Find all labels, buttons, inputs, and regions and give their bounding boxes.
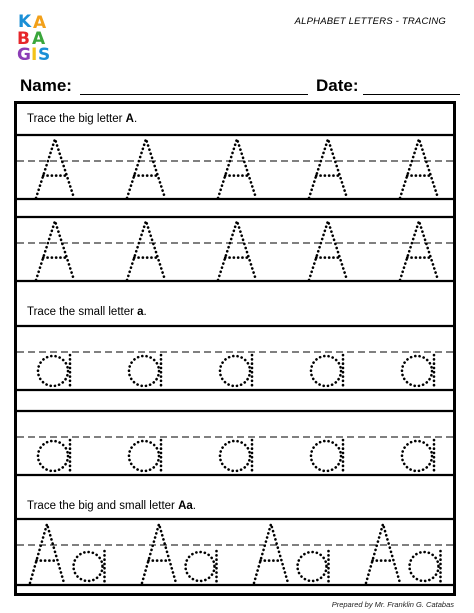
instruction-letter: a: [137, 306, 144, 318]
tracing-letter-big-a: [309, 139, 347, 198]
tracing-letter-big-a: [127, 221, 165, 280]
tracing-letter-big-a: [400, 139, 438, 198]
tracing-letter-small-a: [402, 355, 434, 387]
tracing-letter-small-a: [38, 440, 70, 472]
logo-letter-b: B: [17, 29, 30, 49]
tracing-row-small-2[interactable]: [17, 408, 453, 478]
instruction-letter: A: [125, 113, 134, 125]
logo-letter-s: S: [38, 45, 51, 65]
tracing-letter-small-a: [220, 355, 252, 387]
tracing-letter-small-a: [129, 355, 161, 387]
tracing-letter-small-a: [74, 551, 105, 582]
tracing-row-big-1[interactable]: [17, 132, 453, 202]
tracing-row-small-1[interactable]: [17, 323, 453, 393]
tracing-letter-small-a: [402, 440, 434, 472]
tracing-letter-small-a: [38, 355, 70, 387]
tracing-letter-small-a: [298, 551, 329, 582]
name-field[interactable]: [80, 94, 308, 95]
name-date-row: [20, 76, 460, 98]
tracing-letter-big-a: [366, 524, 400, 583]
instruction-big-letter: Trace the big letter A.: [27, 113, 138, 125]
logo-letter-a: A: [33, 13, 47, 33]
prepared-by-credit: Prepared by Mr. Franklin G. Catabas: [331, 600, 454, 609]
logo-letter-a2: A: [32, 29, 46, 49]
tracing-letter-small-a: [220, 440, 252, 472]
instruction-small-letter: Trace the small letter a.: [27, 306, 147, 318]
tracing-letter-small-a: [129, 440, 161, 472]
tracing-letter-big-a: [127, 139, 165, 198]
date-label: Date:: [316, 76, 359, 95]
name-label: Name:: [20, 76, 72, 95]
tracing-letter-big-a: [36, 139, 74, 198]
tracing-letter-big-a: [309, 221, 347, 280]
tracing-letter-big-a: [254, 524, 288, 583]
document-title: ALPHABET LETTERS - TRACING: [294, 16, 446, 27]
tracing-letter-small-a: [410, 551, 441, 582]
tracing-row-big-2[interactable]: [17, 214, 453, 284]
date-field[interactable]: [363, 94, 460, 95]
logo-letter-i: I: [31, 45, 38, 65]
tracing-letter-big-a: [30, 524, 64, 583]
tracing-row-mixed[interactable]: [17, 516, 453, 588]
tracing-letter-small-a: [311, 355, 343, 387]
tracing-letter-big-a: [218, 139, 256, 198]
tracing-letter-small-a: [186, 551, 217, 582]
logo-letter-k: K: [18, 12, 32, 32]
tracing-letter-big-a: [142, 524, 176, 583]
logo-letter-g: G: [17, 45, 31, 65]
instruction-letter: Aa: [178, 500, 193, 512]
tracing-letter-big-a: [400, 221, 438, 280]
tracing-letter-big-a: [36, 221, 74, 280]
tracing-sheet: [14, 101, 456, 596]
instruction-big-small-letter: Trace the big and small letter Aa.: [27, 500, 196, 512]
tracing-letter-small-a: [311, 440, 343, 472]
tracing-letter-big-a: [218, 221, 256, 280]
kabagis-logo: [17, 14, 65, 64]
